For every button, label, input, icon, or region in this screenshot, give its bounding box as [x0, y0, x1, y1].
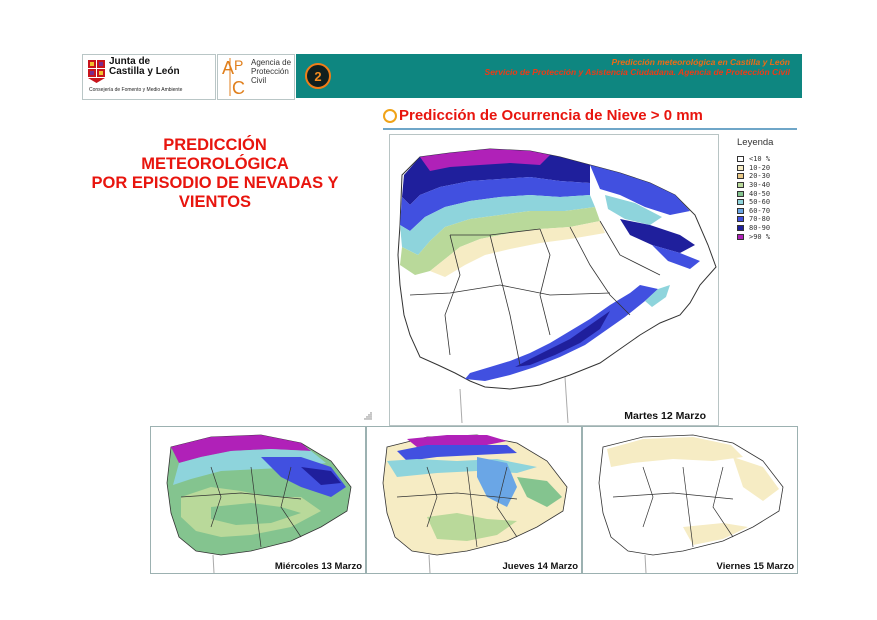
svg-text:A: A: [222, 58, 235, 78]
legend-item: [737, 181, 797, 190]
main-snow-map: [389, 134, 719, 426]
legend-swatch: [737, 225, 744, 231]
legend-label: >90 %: [749, 232, 771, 241]
legend-swatch: [737, 208, 744, 214]
legend-item: [737, 172, 797, 181]
header-band-line1: Predicción meteorológica en Castilla y León: [611, 57, 790, 67]
map-day2: [150, 426, 366, 574]
org-name-line1: Junta de: [109, 56, 151, 67]
legend-swatch: [737, 216, 744, 222]
legend-title: Leyenda: [737, 137, 774, 148]
legend-swatch: [737, 234, 744, 240]
legend-label: 70-80: [749, 215, 771, 224]
legend-swatch: [737, 173, 744, 179]
title-line2: METEOROLÓGICA: [141, 155, 289, 173]
legend-item: [737, 224, 797, 233]
agency-line3: Civil: [251, 76, 267, 85]
map-day2-date-label: Miércoles 13 Marzo: [274, 561, 362, 572]
legend-label: 50-60: [749, 198, 771, 207]
main-map-date-label: Martes 12 Marzo: [624, 410, 706, 422]
agency-line1: Agencia de: [251, 58, 292, 67]
apc-logo-box: [217, 54, 295, 100]
legend-item: [737, 232, 797, 241]
legend-swatch: [737, 199, 744, 205]
main-map-graphic: [390, 135, 718, 425]
agency-line2: Protección: [251, 67, 289, 76]
legend-item: [737, 198, 797, 207]
svg-text:C: C: [232, 78, 245, 98]
map-day3: [366, 426, 582, 574]
org-department: Consejería de Fomento y Medio Ambiente: [89, 87, 183, 93]
page-title: [70, 136, 360, 212]
legend-label: <10 %: [749, 155, 771, 164]
legend-swatch: [737, 191, 744, 197]
title-line1: PREDICCIÓN: [163, 136, 267, 154]
prediction-title: Predicción de Ocurrencia de Nieve > 0 mm: [399, 107, 703, 124]
legend-label: 40-50: [749, 189, 771, 198]
apc-logo-icon: [220, 56, 252, 98]
legend-swatch: [737, 165, 744, 171]
slide-number-badge: 2: [305, 63, 331, 89]
title-line3: POR EPISODIO DE NEVADAS Y: [91, 174, 339, 192]
org-name: [109, 57, 180, 77]
legend-item: [737, 215, 797, 224]
legend-swatch: [737, 156, 744, 162]
title-underline: [383, 128, 797, 130]
legend-label: 60-70: [749, 206, 771, 215]
svg-text:P: P: [234, 57, 244, 73]
org-name-line2: Castilla y León: [109, 66, 180, 77]
legend-item: [737, 189, 797, 198]
map-day2-graphic: [151, 427, 365, 573]
legend-item: [737, 207, 797, 216]
legend-label: 30-40: [749, 181, 771, 190]
legend-item: [737, 164, 797, 173]
legend-label: 20-30: [749, 172, 771, 181]
circle-bullet-icon: [383, 109, 397, 123]
map-day3-graphic: [367, 427, 581, 573]
map-day4-graphic: [583, 427, 797, 573]
agency-name: [251, 58, 291, 85]
coat-of-arms-icon: [87, 58, 107, 84]
legend-label: 10-20: [749, 163, 771, 172]
map-day3-date-label: Jueves 14 Marzo: [502, 561, 578, 572]
map-day4-date-label: Viernes 15 Marzo: [716, 561, 794, 572]
resize-dots-icon: [364, 412, 372, 420]
legend: [737, 137, 797, 241]
jcyl-logo-box: [82, 54, 216, 100]
legend-item: [737, 155, 797, 164]
map-day4: [582, 426, 798, 574]
legend-label: 80-90: [749, 224, 771, 233]
legend-swatch: [737, 182, 744, 188]
header-band-line2: Servicio de Protección y Asistencia Ciudadana. Agencia de Protección Civil: [484, 67, 790, 77]
header-band: [296, 54, 802, 98]
title-line4: VIENTOS: [178, 193, 252, 211]
